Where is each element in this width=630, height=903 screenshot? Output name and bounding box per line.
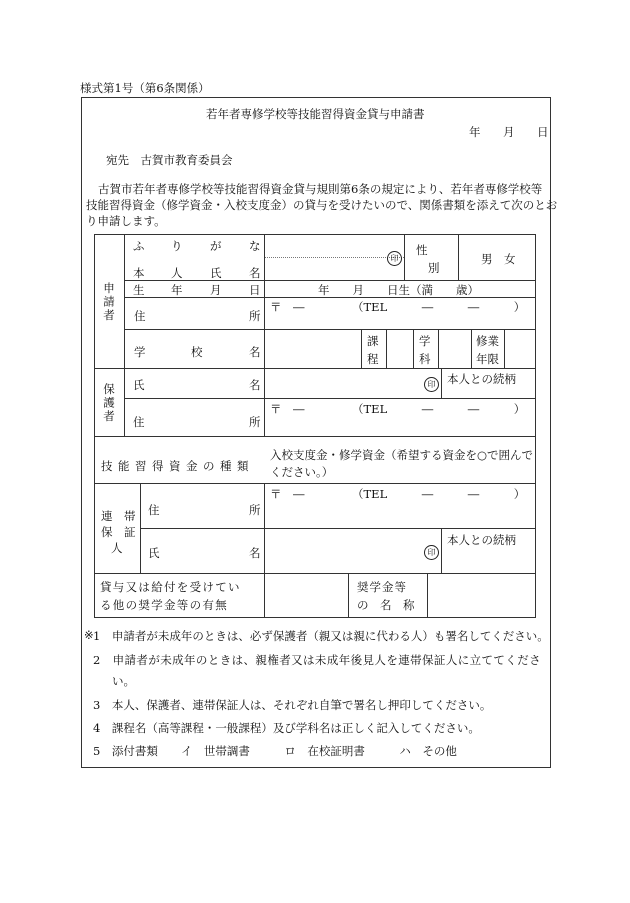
fund-type-value-2: ください。） <box>270 465 334 479</box>
applicant-seal: 印 <box>387 251 402 266</box>
name-label-c2: 人 <box>171 266 183 280</box>
guardian-relation: 本人との続柄 <box>447 372 516 386</box>
fund-type-label: 技能習得資金の種類 <box>101 459 254 473</box>
date-month: 月 <box>503 125 515 139</box>
form-title: 若年者専修学校等技能習得資金貸与申請書 <box>206 107 425 121</box>
guarantor-name-label-c2: 名 <box>249 546 261 560</box>
guarantor-address-label-c1: 住 <box>148 503 160 517</box>
guarantor-label-3: 人 <box>111 541 123 555</box>
guarantor-name-label-c1: 氏 <box>148 546 160 560</box>
guardian-address-label-c2: 所 <box>249 415 261 429</box>
dept-label-2: 科 <box>419 352 431 366</box>
note-4: 4 課程名（高等課程・一般課程）及び学科名は正しく記入してください。 <box>93 721 480 735</box>
guardian-name-label-c2: 名 <box>249 378 261 392</box>
fund-type-value-1: 入校支度金・修学資金（希望する資金を○で囲んで <box>270 448 534 462</box>
course-label-1: 課 <box>367 334 379 348</box>
applicant-tel: （TEL ― ― ） <box>352 300 526 314</box>
birth-label-c1: 生 <box>133 283 145 297</box>
furigana-c2: り <box>171 239 183 253</box>
address-label-c2: 所 <box>249 309 261 323</box>
note-2b: い。 <box>112 674 135 688</box>
name-label-c1: 本 <box>133 266 145 280</box>
guarantor-label-1: 連 帯 <box>101 509 136 523</box>
guardian-postal: 〒 ― <box>270 402 305 416</box>
guardian-name-label-c1: 氏 <box>133 378 145 392</box>
applicant-postal: 〒 ― <box>270 300 305 314</box>
intro-line-2: 技能習得資金（修学資金・入校支度金）の貸与を受けたいので、関係書類を添えて次のとお <box>86 198 558 212</box>
form-id: 様式第1号（第6条関係） <box>80 81 210 95</box>
sex-label-1: 性 <box>416 243 428 257</box>
period-label-2: 年限 <box>476 352 499 366</box>
note-5: 5 添付書類 イ 世帯調書 ロ 在校証明書 ハ その他 <box>93 744 457 758</box>
course-label-2: 程 <box>367 352 379 366</box>
school-label-c1: 学 <box>134 345 146 359</box>
date-day: 日 <box>537 125 549 139</box>
guardian-tel: （TEL ― ― ） <box>352 402 526 416</box>
birth-label-c4: 日 <box>249 283 261 297</box>
birth-label-c3: 月 <box>210 283 222 297</box>
scholarship-name-label-1: 奨学金等 <box>357 580 407 594</box>
note-mark: ※ <box>84 628 94 642</box>
guardian-seal: 印 <box>424 377 439 392</box>
intro-line-3: り申請します。 <box>86 214 166 228</box>
guarantor-relation: 本人との続柄 <box>447 533 516 547</box>
guardian-address-label-c1: 住 <box>133 415 145 429</box>
guardian-section-label: 保護者 <box>102 383 116 424</box>
note-2a: 2 申請者が未成年のときは、親権者又は未成年後見人を連帯保証人に立ててくださ <box>93 653 542 667</box>
dept-label-1: 学 <box>419 334 431 348</box>
guarantor-seal: 印 <box>424 545 439 560</box>
scholarship-name-label-2: の 名 称 <box>357 598 415 612</box>
guarantor-label-2: 保 証 <box>101 525 136 539</box>
addressee: 宛先 古賀市教育委員会 <box>106 153 233 167</box>
school-label-c2: 校 <box>191 345 203 359</box>
furigana-c4: な <box>249 239 261 253</box>
note-1: 1 申請者が未成年のときは、必ず保護者（親又は親に代わる人）も署名してください。 <box>93 629 549 643</box>
birth-value: 年 月 日生（満 歳） <box>318 283 479 297</box>
school-label-c3: 名 <box>249 345 261 359</box>
name-label-c4: 名 <box>249 266 261 280</box>
sex-label-2: 別 <box>428 261 440 275</box>
period-label-1: 修業 <box>476 334 499 348</box>
sex-options: 男 女 <box>481 252 516 266</box>
intro-line-1: 古賀市若年者専修学校等技能習得資金貸与規則第6条の規定により、若年者専修学校等 <box>98 182 543 196</box>
date-year: 年 <box>469 125 481 139</box>
name-label-c3: 氏 <box>210 266 222 280</box>
furigana-c1: ふ <box>133 239 145 253</box>
other-loans-label-1: 貸与又は給付を受けてい <box>100 580 241 594</box>
other-loans-label-2: る他の奨学金等の有無 <box>100 598 228 612</box>
note-3: 3 本人、保護者、連帯保証人は、それぞれ自筆で署名し押印してください。 <box>93 698 492 712</box>
guarantor-postal: 〒 ― <box>270 487 305 501</box>
applicant-section-label: 申請者 <box>102 282 116 323</box>
guarantor-tel: （TEL ― ― ） <box>352 487 526 501</box>
guarantor-address-label-c2: 所 <box>249 503 261 517</box>
birth-label-c2: 年 <box>171 283 183 297</box>
furigana-c3: が <box>210 239 222 253</box>
address-label-c1: 住 <box>134 309 146 323</box>
